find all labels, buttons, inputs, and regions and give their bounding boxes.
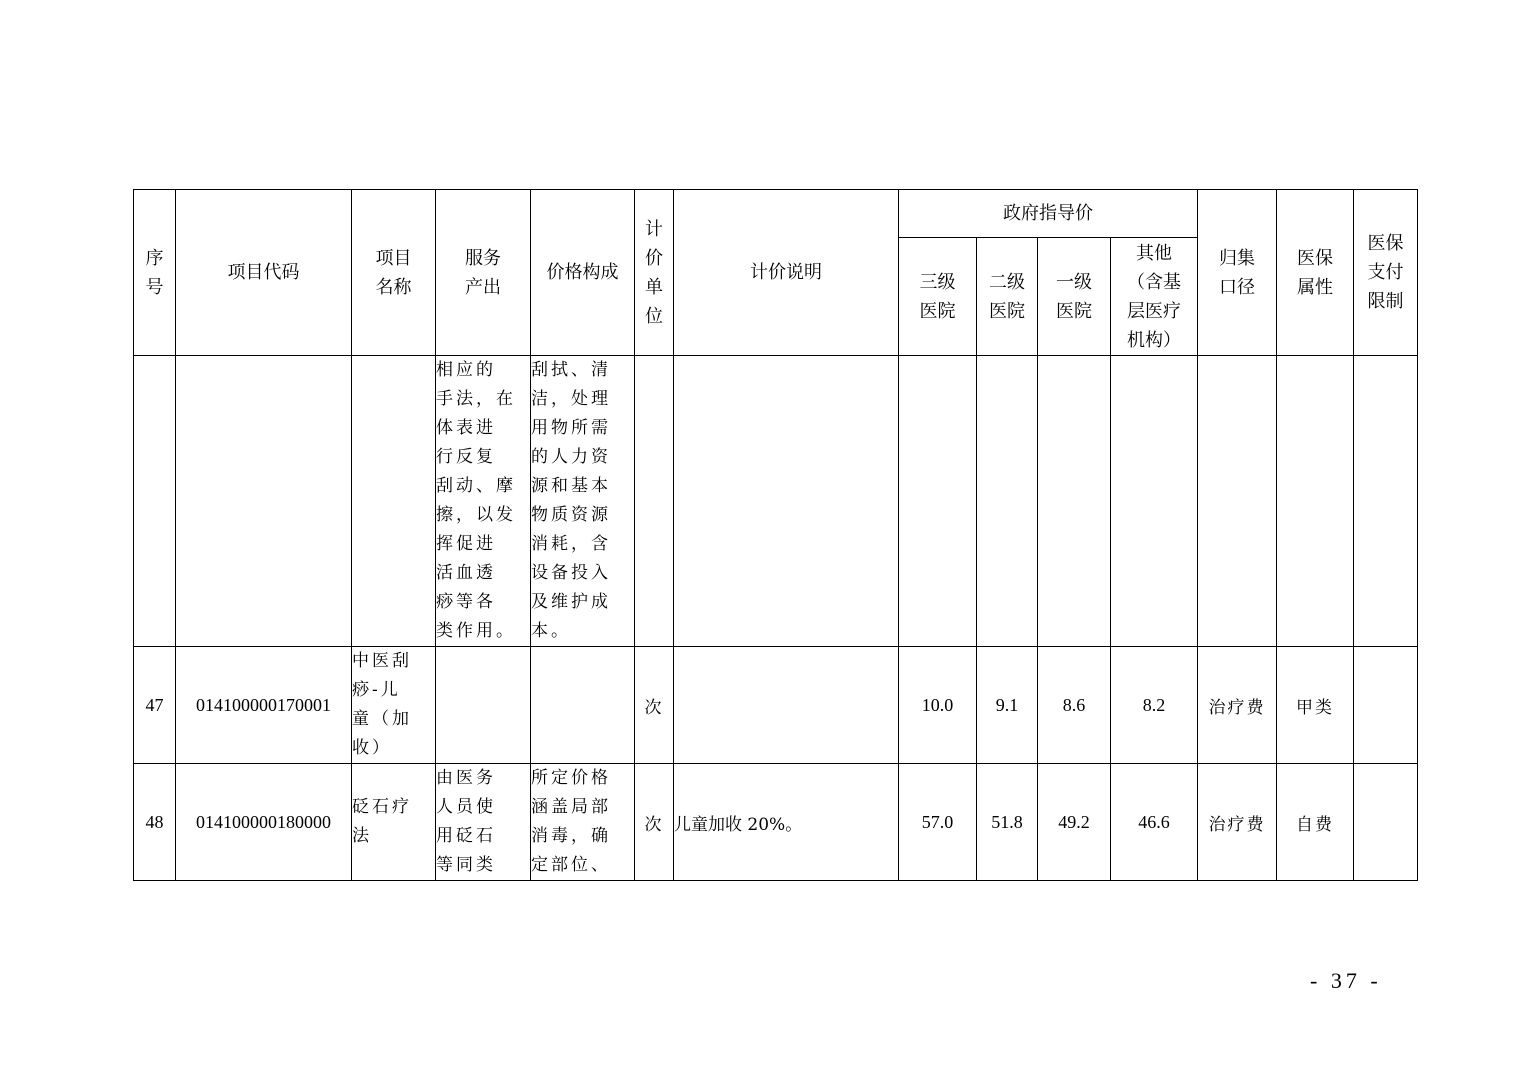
header-level1: 一级 医院: [1038, 238, 1111, 356]
cell-level1: 49.2: [1038, 764, 1111, 881]
header-output: 服务 产出: [436, 190, 531, 356]
cell-price-composition: 所定价格 涵盖局部 消毒，确 定部位、: [531, 764, 635, 881]
cell-level3: 10.0: [899, 647, 977, 764]
table-row: [134, 764, 1418, 881]
header-category: 归集 口径: [1198, 190, 1277, 356]
cell-output: 相应的 手法，在 体表进 行反复 刮动、摩 擦，以发 挥促进 活血透 痧等各 类作用。: [436, 356, 531, 647]
cell-pricing-note: [674, 647, 899, 764]
cell-code: [176, 356, 352, 647]
cell-level2: 51.8: [977, 764, 1038, 881]
cell-name: 砭石疗 法: [352, 764, 436, 881]
cell-level2: 9.1: [977, 647, 1038, 764]
header-code: 项目代码: [176, 190, 352, 356]
cell-insurance-attr: [1277, 356, 1354, 647]
header-gov-price: 政府指导价: [899, 190, 1198, 238]
header-insurance-limit: 医保 支付 限制: [1354, 190, 1418, 356]
cell-category: 治疗费: [1198, 764, 1277, 881]
cell-category: [1198, 356, 1277, 647]
cell-category: 治疗费: [1198, 647, 1277, 764]
table-row: [134, 356, 1418, 647]
cell-other: [1111, 356, 1198, 647]
cell-pricing-note: 儿童加收 20%。: [674, 764, 899, 881]
page-number: - 37 -: [1310, 968, 1382, 993]
cell-code: 014100000170001: [176, 647, 352, 764]
cell-insurance-attr: 自费: [1277, 764, 1354, 881]
cell-seq: [134, 356, 176, 647]
header-name: 项目 名称: [352, 190, 436, 356]
cell-other: 8.2: [1111, 647, 1198, 764]
cell-pricing-note: [674, 356, 899, 647]
cell-insurance-attr: 甲类: [1277, 647, 1354, 764]
cell-level1: 8.6: [1038, 647, 1111, 764]
cell-name: [352, 356, 436, 647]
cell-other: 46.6: [1111, 764, 1198, 881]
cell-level1: [1038, 356, 1111, 647]
header-seq: 序 号: [134, 190, 176, 356]
cell-unit: 次: [635, 764, 674, 881]
cell-insurance-limit: [1354, 764, 1418, 881]
header-other: 其他 （含基 层医疗 机构）: [1111, 238, 1198, 356]
header-insurance-attr: 医保 属性: [1277, 190, 1354, 356]
header-price-composition: 价格构成: [531, 190, 635, 356]
cell-insurance-limit: [1354, 647, 1418, 764]
cell-output: [436, 647, 531, 764]
cell-price-composition: [531, 647, 635, 764]
header-pricing-note: 计价说明: [674, 190, 899, 356]
table-row: [134, 647, 1418, 764]
cell-level3: [899, 356, 977, 647]
price-table: [133, 189, 1418, 881]
cell-level2: [977, 356, 1038, 647]
cell-output: 由医务 人员使 用砭石 等同类: [436, 764, 531, 881]
cell-level3: 57.0: [899, 764, 977, 881]
header-unit: 计 价 单 位: [635, 190, 674, 356]
cell-seq: 47: [134, 647, 176, 764]
cell-insurance-limit: [1354, 356, 1418, 647]
cell-code: 014100000180000: [176, 764, 352, 881]
header-level2: 二级 医院: [977, 238, 1038, 356]
cell-name: 中医刮 痧-儿 童（加 收）: [352, 647, 436, 764]
cell-unit: 次: [635, 647, 674, 764]
cell-unit: [635, 356, 674, 647]
cell-seq: 48: [134, 764, 176, 881]
cell-price-composition: 刮拭、清 洁，处理 用物所需 的人力资 源和基本 物质资源 消耗，含 设备投入 及维护成 本。: [531, 356, 635, 647]
header-level3: 三级 医院: [899, 238, 977, 356]
